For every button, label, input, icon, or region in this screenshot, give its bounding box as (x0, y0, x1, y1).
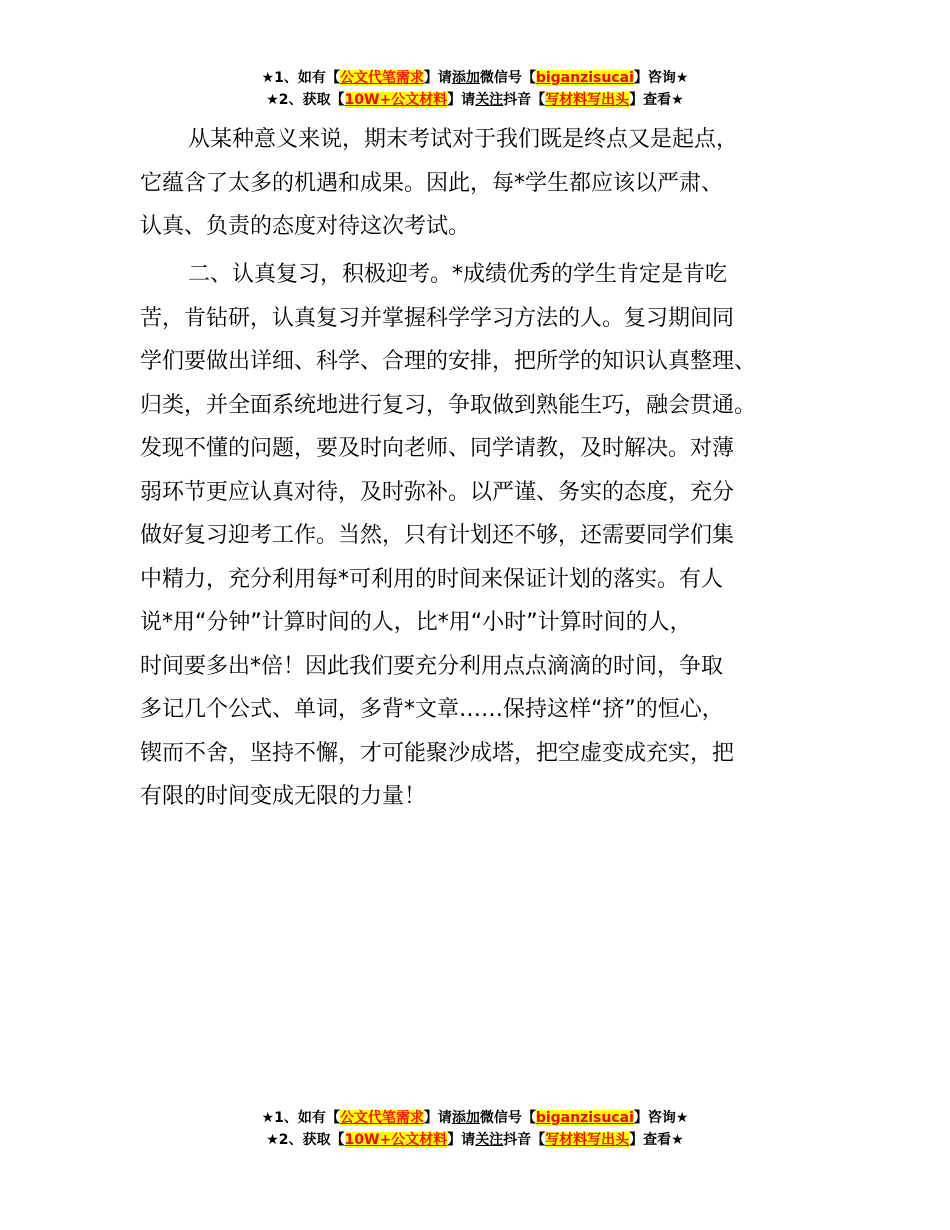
header-douyin-account: 写材料写出头 (545, 92, 630, 108)
paragraph-2-line: 苦，肯钻研，认真复习并掌握科学学习方法的人。复习期间同 (140, 305, 735, 331)
header-wechat-id: biganzisucai (535, 70, 634, 86)
footer-banner (0, 1107, 950, 1151)
footer-service-highlight: 公文代笔需求 (339, 1110, 424, 1126)
footer-douyin-account: 写材料写出头 (545, 1132, 630, 1148)
paragraph-2-line: 多记几个公式、单词，多背*文章……保持这样“挤”的恒心， (140, 697, 724, 722)
paragraph-1 (140, 118, 840, 249)
paragraph-1-line: 认真、负责的态度对待这次考试。 (140, 214, 471, 239)
header-line-2-mid2: 抖音【 (503, 92, 546, 108)
header-add-text: 添加 (451, 70, 480, 86)
footer-line-2-suffix: 】查看★ (629, 1132, 684, 1148)
paragraph-2-line: 做好复习迎考工作。当然，只有计划还不够，还需要同学们集 (140, 523, 735, 548)
header-line-1-suffix: 】咨询★ (633, 70, 689, 86)
paragraph-2-line: 锲而不舍，坚持不懈，才可能聚沙成塔，把空虚变成充实，把 (140, 740, 735, 766)
header-service-highlight: 公文代笔需求 (339, 70, 424, 86)
header-line-2-suffix: 】查看★ (629, 92, 684, 108)
paragraph-2-line: 归类，并全面系统地进行复习，争取做到熟能生巧，融会贯通。 (140, 392, 757, 418)
paragraph-2-line: 学们要做出详细、科学、合理的安排，把所学的知识认真整理、 (140, 349, 757, 374)
footer-line-2-prefix: ★2、获取【 (266, 1132, 345, 1148)
footer-wechat-id: biganzisucai (535, 1110, 634, 1126)
header-banner (0, 67, 950, 111)
footer-line-2 (0, 1129, 950, 1151)
header-line-1-mid: 】请 (423, 70, 452, 86)
paragraph-2 (140, 253, 840, 819)
footer-follow-text: 关注 (475, 1132, 504, 1148)
header-line-2 (0, 89, 950, 111)
header-line-2-prefix: ★2、获取【 (266, 92, 345, 108)
paragraph-2-line: 时间要多出*倍！因此我们要充分利用点点滴滴的时间，争取 (140, 653, 724, 679)
paragraph-2-line: 发现不懂的问题，要及时向老师、同学请教，及时解决。对薄 (140, 436, 735, 461)
footer-line-1-mid2: 微信号【 (479, 1110, 536, 1126)
footer-line-2-mid2: 抖音【 (503, 1132, 546, 1148)
paragraph-1-line: 它蕴含了太多的机遇和成果。因此，每*学生都应该以严肃、 (140, 170, 724, 196)
body-paragraph-1 (140, 118, 840, 249)
body-paragraph-2 (140, 253, 840, 819)
footer-add-text: 添加 (451, 1110, 480, 1126)
paragraph-2-line: 说*用“分钟”计算时间的人，比*用“小时”计算时间的人， (140, 610, 692, 635)
footer-line-2-mid: 】请 (447, 1132, 476, 1148)
paragraph-1-line: 从某种意义来说，期末考试对于我们既是终点又是起点， (188, 127, 739, 152)
header-materials-highlight: 10W+公文材料 (344, 92, 448, 108)
paragraph-2-line: 有限的时间变成无限的力量！ (140, 784, 427, 809)
header-line-1-prefix: ★1、如有【 (261, 70, 340, 86)
footer-line-1-suffix: 】咨询★ (633, 1110, 689, 1126)
header-line-1-mid2: 微信号【 (479, 70, 536, 86)
paragraph-2-line: 弱环节更应认真对待，及时弥补。以严谨、务实的态度，充分 (140, 479, 735, 505)
paragraph-2-line: 中精力，充分利用每*可利用的时间来保证计划的落实。有人 (140, 566, 724, 592)
footer-line-1 (0, 1107, 950, 1129)
footer-line-1-mid: 】请 (423, 1110, 452, 1126)
paragraph-2-line: 二、认真复习，积极迎考。*成绩优秀的学生肯定是肯吃 (188, 262, 728, 287)
footer-line-1-prefix: ★1、如有【 (261, 1110, 340, 1126)
header-line-1 (0, 67, 950, 89)
footer-materials-highlight: 10W+公文材料 (344, 1132, 448, 1148)
header-line-2-mid: 】请 (447, 92, 476, 108)
header-follow-text: 关注 (475, 92, 504, 108)
